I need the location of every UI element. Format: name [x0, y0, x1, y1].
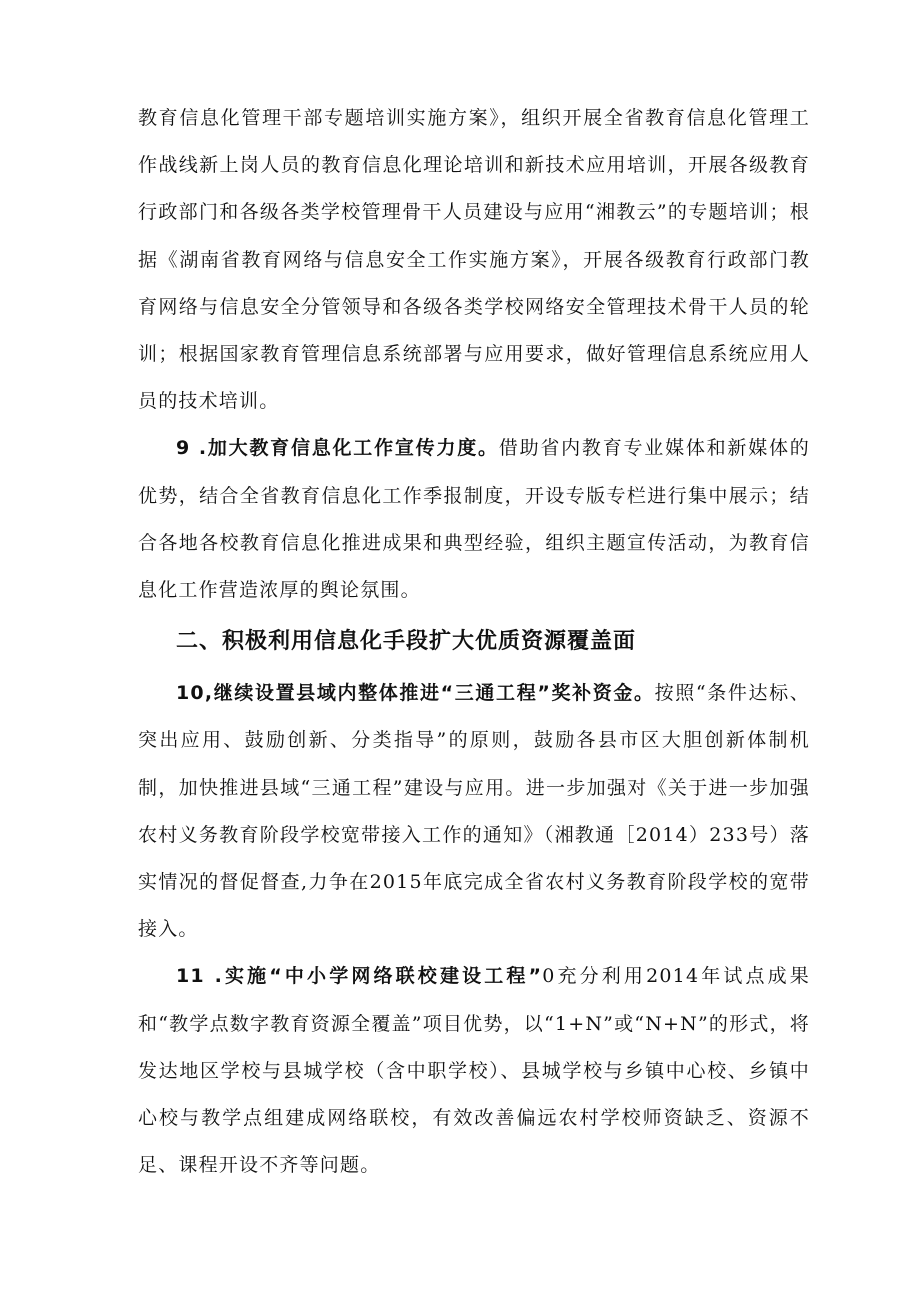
- paragraph-training: 教育信息化管理干部专题培训实施方案》，组织开展全省教育信息化管理工作战线新上岗人员的教育信息化理论培训和新技术应用培训，开展各级教育行政部门和各级各类学校管理骨干人员建设与应用“湘教云”的专题培训；根据《湖南省教育网络与信息安全工作实施方案》，开展各级教育行政部门教育网络与信息安全分管领导和各级各类学校网络安全管理技术骨干人员的轮训；根据国家教育管理信息系统部署与应用要求，做好管理信息系统应用人员的技术培训。: [138, 107, 810, 413]
- item-9-title: 9 .加大教育信息化工作宣传力度。: [176, 437, 499, 460]
- paragraph-item-9: [138, 425, 810, 614]
- item-10-body: 按照“条件达标、突出应用、鼓励创新、分类指导”的原则，鼓励各县市区大胆创新体制机制，加快推进县域“三通工程”建设与应用。进一步加强对《关于进一步加强农村义务教育阶段学校宽带接入工作的通知》（湘教通［2014）233号）落实情况的督促督查,力争在2015年底完成全省农村义务教育阶段学校的宽带接入。: [138, 682, 810, 941]
- item-11-title: 11 .实施“中小学网络联校建设工程”: [176, 965, 543, 988]
- item-11-body: 0充分利用2014年试点成果和“教学点数字教育资源全覆盖”项目优势，以“1+N”或“N+N”的形式，将发达地区学校与县城学校（含中职学校）、县城学校与乡镇中心校、乡镇中心校与教学点组建成网络联校，有效改善偏远农村学校师资缺乏、资源不足、课程开设不齐等问题。: [138, 965, 810, 1177]
- paragraph-item-11: [138, 953, 810, 1189]
- document-page: [138, 95, 810, 1189]
- item-9-body: 借助省内教育专业媒体和新媒体的优势，结合全省教育信息化工作季报制度，开设专版专栏进行集中展示；结合各地各校教育信息化推进成果和典型经验，组织主题宣传活动，为教育信息化工作营造浓厚的舆论氛围。: [138, 437, 810, 602]
- section-heading: 二、积极利用信息化手段扩大优质资源覆盖面: [176, 629, 637, 655]
- paragraph-item-10: [138, 670, 810, 953]
- item-10-title: 10,继续设置县域内整体推进“三通工程”奖补资金。: [176, 682, 655, 705]
